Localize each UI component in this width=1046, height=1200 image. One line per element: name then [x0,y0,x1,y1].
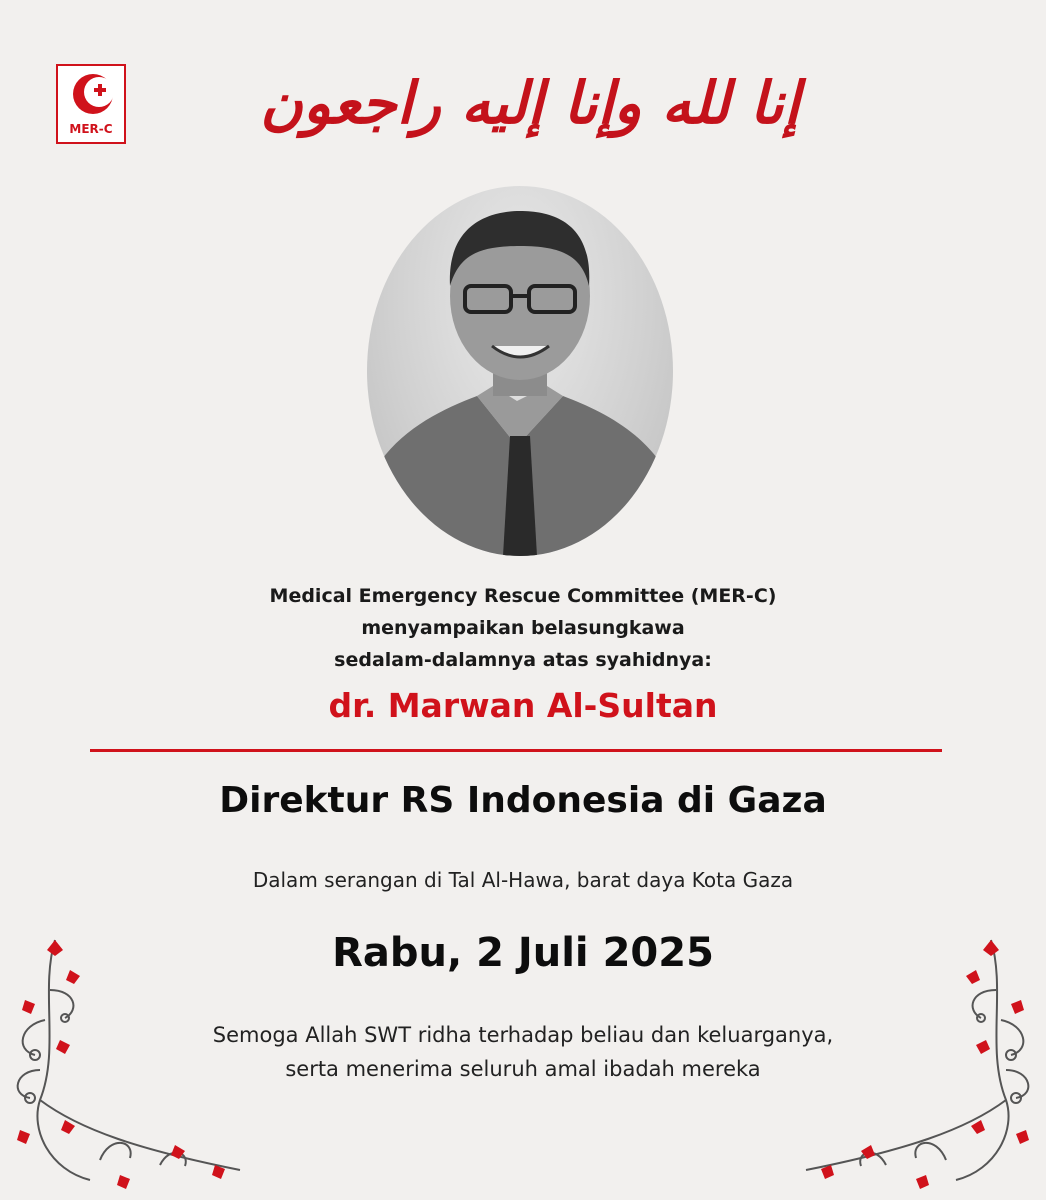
logo-text: MER-C [69,122,113,136]
position-title: Direktur RS Indonesia di Gaza [219,780,827,821]
prayer-line-1: Semoga Allah SWT ridha terhadap beliau dan keluarganya, [212,1023,834,1047]
organization-statement [0,580,1046,676]
org-line-3: sedalam-dalamnya atas syahidnya: [334,649,712,671]
mer-c-logo [56,64,126,144]
prayer-line-2: serta menerima seluruh amal ibadah mereka [285,1057,761,1081]
org-line-2: menyampaikan belasungkawa [361,617,685,639]
person-silhouette [367,186,673,556]
location-text: Dalam serangan di Tal Al-Hawa, barat daya Kota Gaza [252,868,794,892]
divider-line [90,749,942,752]
org-line-1: Medical Emergency Rescue Committee (MER-C) [269,585,777,607]
floral-ornament-right-icon [796,930,1046,1200]
arabic-calligraphy: إنا لله وإنا إليه راجعون [260,69,800,137]
portrait-photo [367,186,673,556]
floral-ornament-left-icon [0,930,250,1200]
date-text: Rabu, 2 Juli 2025 [332,930,714,976]
crescent-cross-icon [68,70,118,118]
deceased-name: dr. Marwan Al-Sultan [328,686,718,725]
